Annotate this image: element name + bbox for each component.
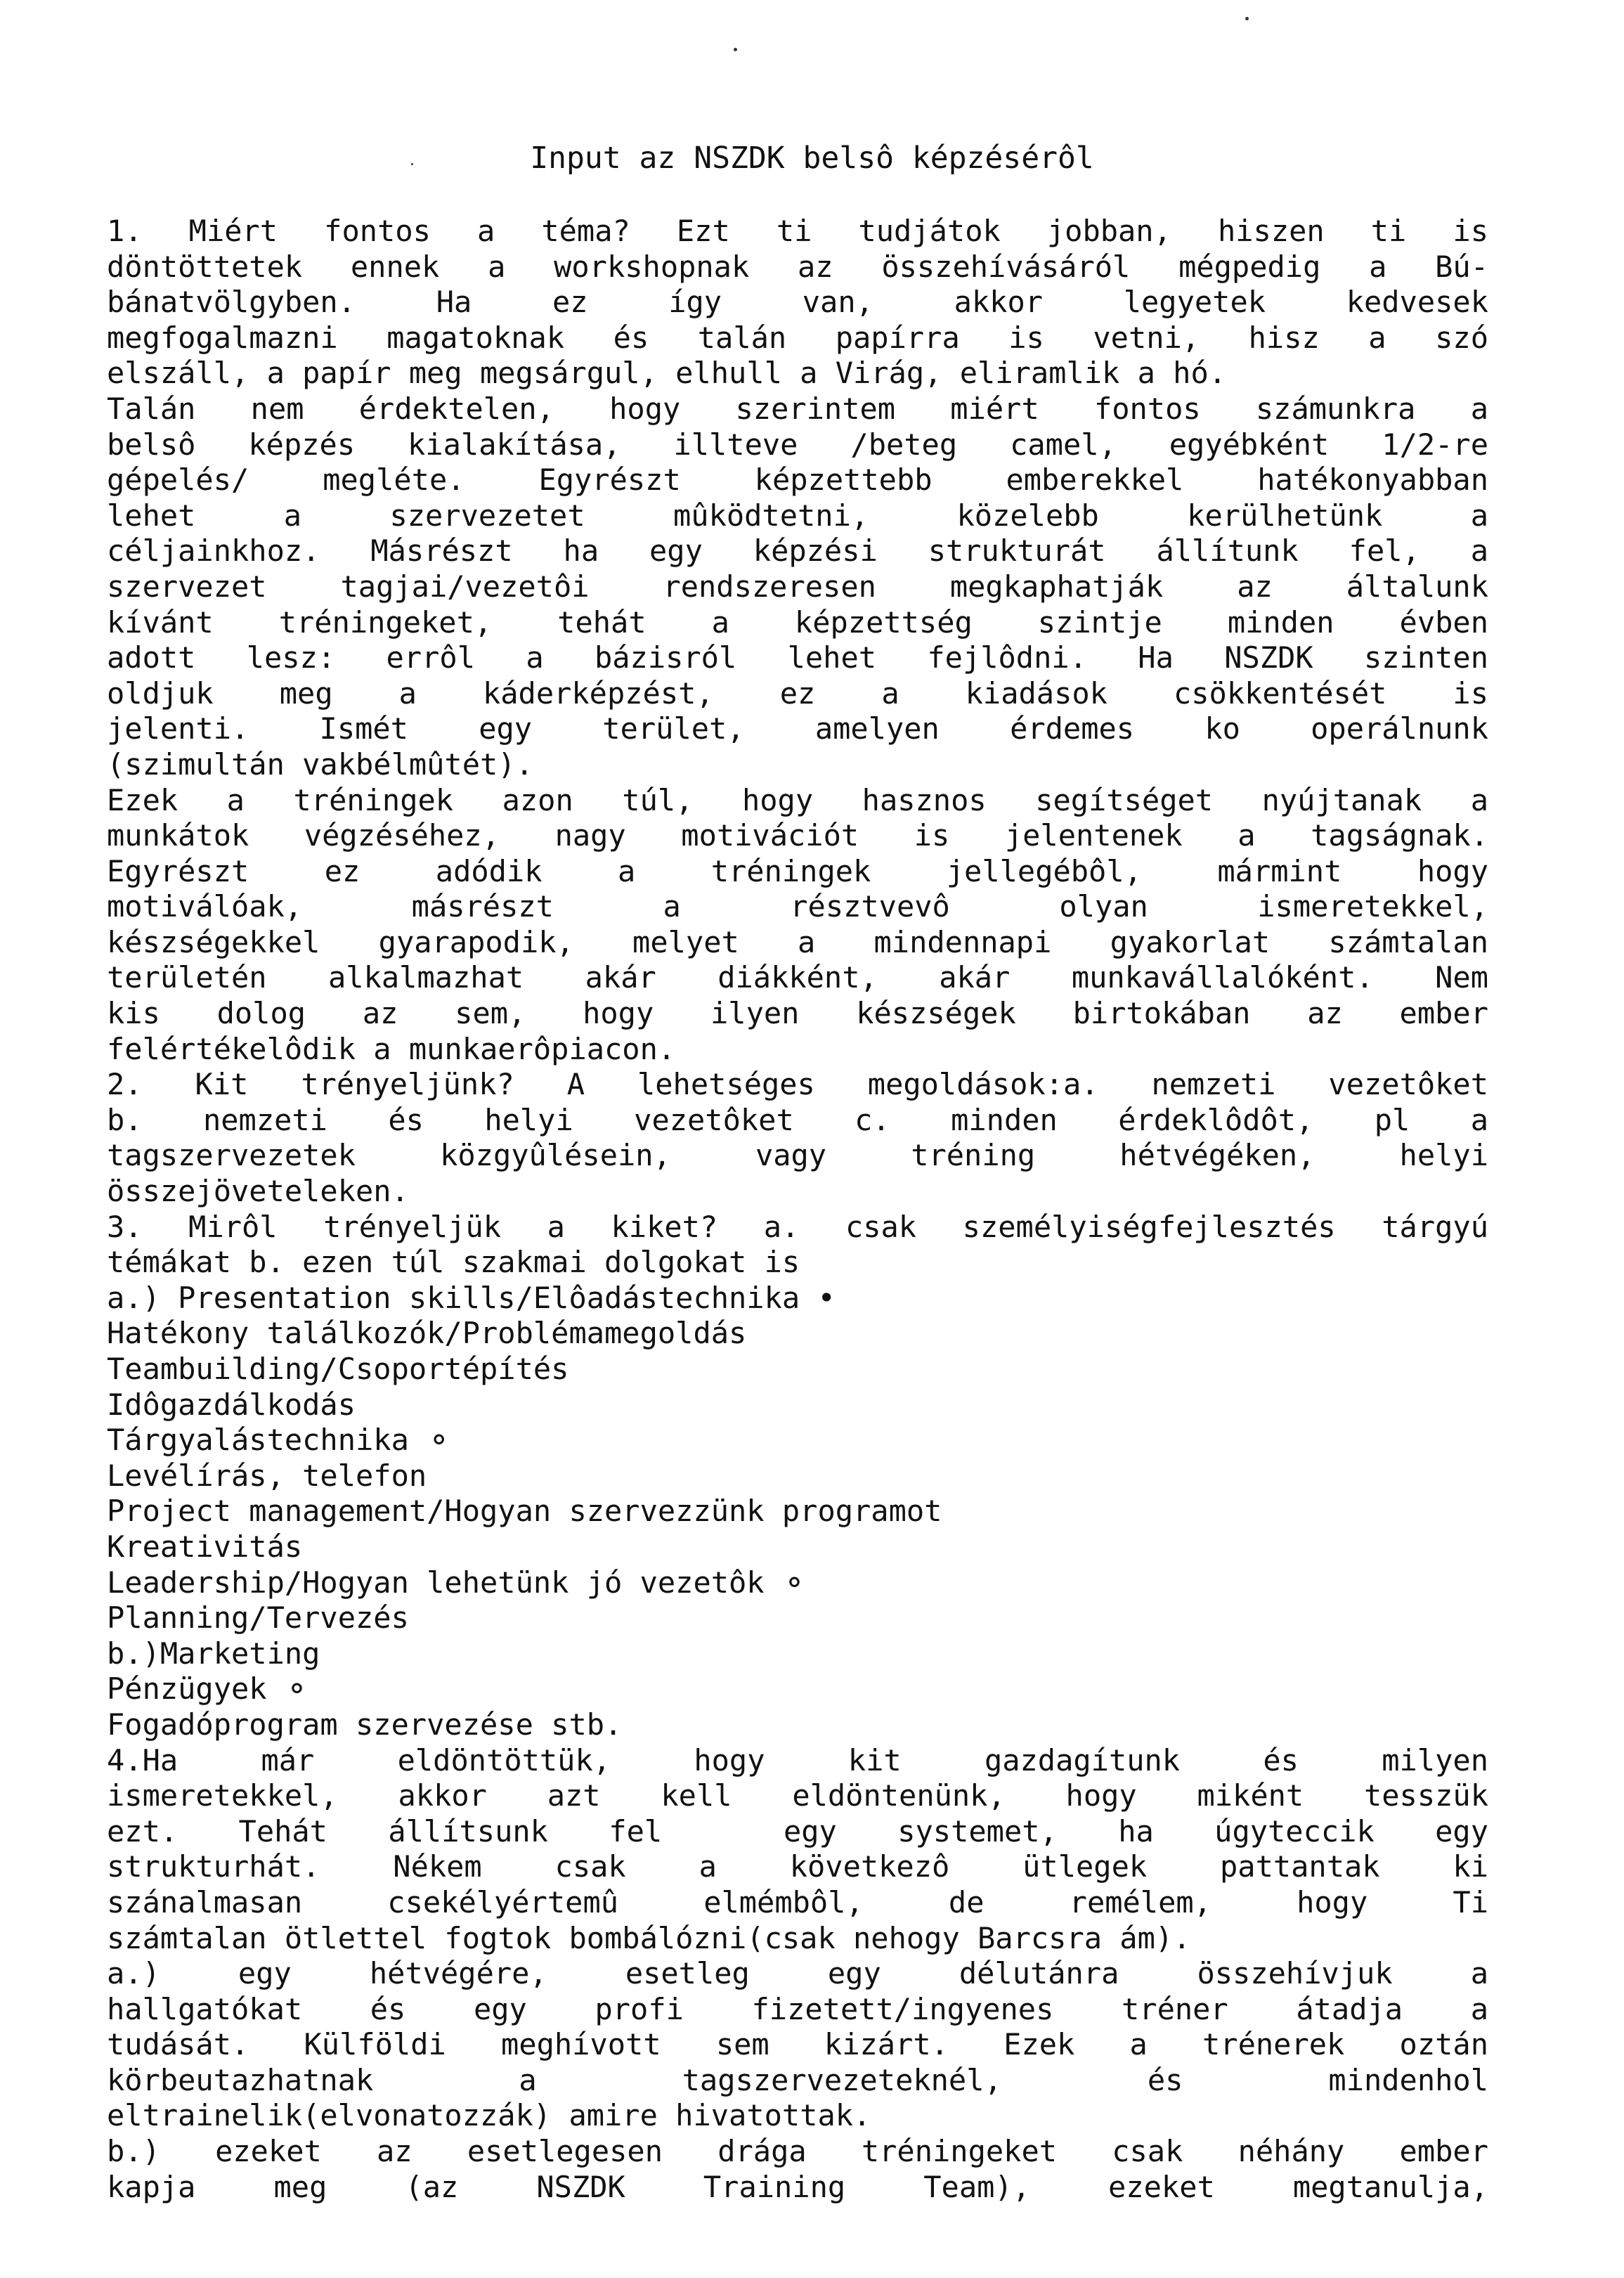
- document-title: Input az NSZDK belsô képzésérôl: [530, 141, 1094, 176]
- text-line: jelenti. Ismét egy terület, amelyen érdemes ko operálnunk: [107, 711, 1488, 746]
- text-line: Fogadóprogram szervezése stb.: [107, 1707, 623, 1742]
- text-line: készségekkel gyarapodik, melyet a mindennapi gyakorlat számtalan: [107, 924, 1488, 959]
- text-line: elszáll, a papír meg megsárgul, elhull a Virág, eliramlik a hó.: [107, 356, 1227, 391]
- text-line: eltrainelik(elvonatozzák) amire hivatottak.: [107, 2098, 871, 2133]
- text-line: felértékelôdik a munkaerôpiacon.: [107, 1031, 676, 1066]
- text-line: munkátok végzéséhez, nagy motivációt is jelentenek a tagságnak.: [107, 818, 1488, 853]
- text-line: 1. Miért fontos a téma? Ezt ti tudjátok jobban, hiszen ti is: [107, 214, 1488, 248]
- text-line: megfogalmazni magatoknak és talán papírra is vetni, hisz a szó: [107, 320, 1488, 355]
- text-line: bánatvölgyben. Ha ez így van, akkor legyetek kedvesek: [107, 285, 1488, 320]
- text-line: strukturhát. Nékem csak a következô ütlegek pattantak ki: [107, 1849, 1488, 1884]
- text-line: 2. Kit trényeljünk? A lehetséges megoldások:a. nemzeti vezetôket: [107, 1067, 1488, 1102]
- text-line: kapja meg (az NSZDK Training Team), ezeket megtanulja,: [107, 2169, 1488, 2204]
- text-line: b. nemzeti és helyi vezetôket c. minden érdeklôdôt, pl a: [107, 1102, 1488, 1137]
- text-line: tagszervezetek közgyûlésein, vagy tréning hétvégéken, helyi: [107, 1138, 1488, 1173]
- text-line: a.) egy hétvégére, esetleg egy délutánra összehívjuk a: [107, 1956, 1488, 1991]
- text-line: Idôgazdálkodás: [107, 1387, 356, 1422]
- scan-speck: [1245, 17, 1249, 20]
- text-line: hallgatókat és egy profi fizetett/ingyenes tréner átadja a: [107, 1991, 1488, 2026]
- text-line: Ezek a tréningek azon túl, hogy hasznos segítséget nyújtanak a: [107, 782, 1488, 817]
- text-line: döntöttetek ennek a workshopnak az összehívásáról mégpedig a Bú-: [107, 249, 1488, 284]
- text-line: Egyrészt ez adódik a tréningek jellegébôl, mármint hogy: [107, 853, 1488, 888]
- text-line: Teambuilding/Csoportépítés: [107, 1352, 569, 1386]
- text-line: Leadership/Hogyan lehetünk jó vezetôk ⚬: [107, 1565, 807, 1600]
- text-line: b.)Marketing: [107, 1636, 320, 1671]
- text-line: 4.Ha már eldöntöttük, hogy kit gazdagítunk és milyen: [107, 1742, 1488, 1778]
- text-line: összejöveteleken.: [107, 1174, 409, 1209]
- text-line: Hatékony találkozók/Problémamegoldás: [107, 1316, 747, 1351]
- text-line: céljainkhoz. Másrészt ha egy képzési strukturát állítunk fel, a: [107, 533, 1488, 569]
- text-line: kis dolog az sem, hogy ilyen készségek birtokában az ember: [107, 996, 1488, 1031]
- text-line: témákat b. ezen túl szakmai dolgokat is: [107, 1245, 800, 1280]
- text-line: adott lesz: errôl a bázisról lehet fejlôdni. Ha NSZDK szinten: [107, 640, 1488, 675]
- text-line: motiválóak, másrészt a résztvevô olyan ismeretekkel,: [107, 889, 1488, 924]
- text-line: területén alkalmazhat akár diákként, akár munkavállalóként. Nem: [107, 960, 1488, 995]
- document-body: [107, 214, 1488, 2205]
- text-line: Project management/Hogyan szervezzünk programot: [107, 1494, 942, 1529]
- scan-speck: [734, 48, 737, 51]
- text-line: belsô képzés kialakítása, illteve /beteg camel, egyébként 1/2-re: [107, 427, 1488, 462]
- text-line: oldjuk meg a káderképzést, ez a kiadások csökkentését is: [107, 675, 1488, 711]
- text-line: körbeutazhatnak a tagszervezeteknél, és mindenhol: [107, 2062, 1488, 2097]
- text-line: b.) ezeket az esetlegesen drága tréningeket csak néhány ember: [107, 2134, 1488, 2169]
- text-line: Levélírás, telefon: [107, 1458, 427, 1493]
- text-line: a.) Presentation skills/Elôadástechnika •: [107, 1280, 836, 1315]
- text-line: szánalmasan csekélyértemû elmémbôl, de remélem, hogy Ti: [107, 1884, 1488, 1920]
- text-line: számtalan ötlettel fogtok bombálózni(csak nehogy Barcsra ám).: [107, 1920, 1191, 1955]
- text-line: (szimultán vakbélmûtét).: [107, 746, 533, 782]
- text-line: tudását. Külföldi meghívott sem kizárt. Ezek a trénerek oztán: [107, 2027, 1488, 2062]
- text-line: Pénzügyek ⚬: [107, 1671, 310, 1707]
- text-line: gépelés/ megléte. Egyrészt képzettebb emberekkel hatékonyabban: [107, 462, 1488, 498]
- text-line: szervezet tagjai/vezetôi rendszeresen megkaphatják az általunk: [107, 569, 1488, 604]
- text-line: ezt. Tehát állítsunk fel egy systemet, ha úgyteccik egy: [107, 1813, 1488, 1849]
- text-line: ismeretekkel, akkor azt kell eldöntenünk, hogy miként tesszük: [107, 1778, 1488, 1813]
- text-line: Talán nem érdektelen, hogy szerintem miért fontos számunkra a: [107, 391, 1488, 426]
- text-line: lehet a szervezetet mûködtetni, közelebb kerülhetünk a: [107, 498, 1488, 533]
- text-line: Planning/Tervezés: [107, 1600, 409, 1636]
- text-line: Tárgyalástechnika ⚬: [107, 1423, 452, 1458]
- text-line: kívánt tréningeket, tehát a képzettség szintje minden évben: [107, 604, 1488, 640]
- text-line: Kreativitás: [107, 1529, 303, 1564]
- text-line: 3. Mirôl trényeljük a kiket? a. csak személyiségfejlesztés tárgyú: [107, 1209, 1488, 1244]
